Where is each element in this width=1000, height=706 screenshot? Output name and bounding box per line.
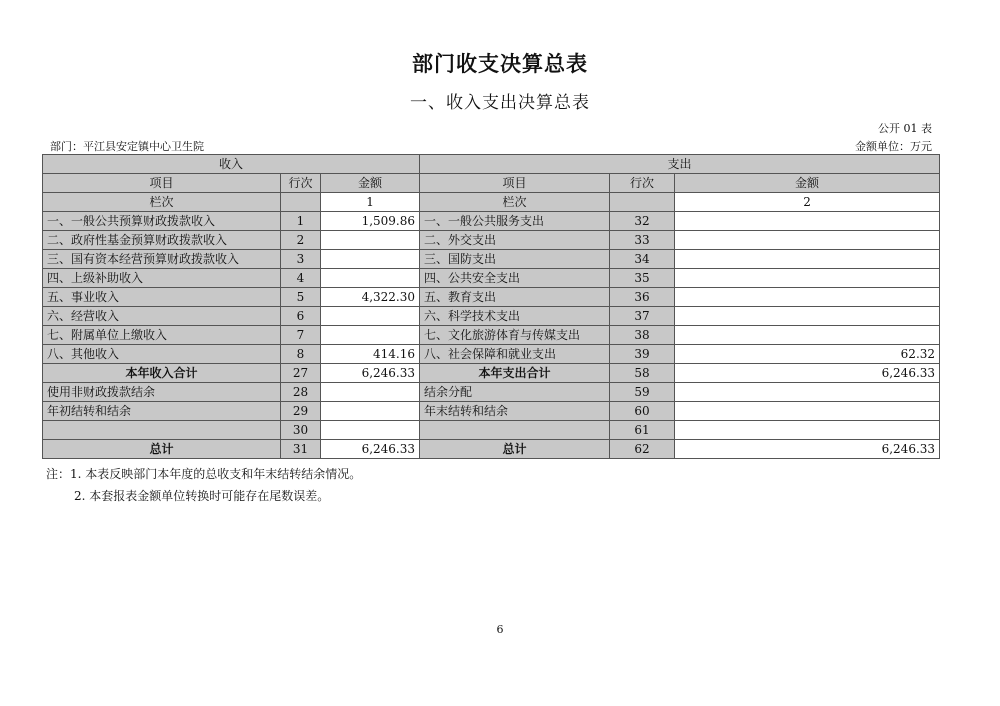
expense-column-no-value: 2 <box>675 193 940 212</box>
page-subtitle: 一、收入支出决算总表 <box>410 93 590 113</box>
income-amount-cell: 4,322.30 <box>321 288 420 307</box>
income-row-no-cell: 31 <box>281 440 321 459</box>
expense-item-cell: 七、文化旅游体育与传媒支出 <box>420 326 610 345</box>
income-amount-cell: 6,246.33 <box>321 440 420 459</box>
expense-item-cell: 八、社会保障和就业支出 <box>420 345 610 364</box>
income-item-cell: 四、上级补助收入 <box>43 269 281 288</box>
income-item-cell: 年初结转和结余 <box>43 402 281 421</box>
income-row-no-cell: 8 <box>281 345 321 364</box>
income-item-cell: 六、经营收入 <box>43 307 281 326</box>
expense-item-cell: 五、教育支出 <box>420 288 610 307</box>
expense-amount-header: 金额 <box>675 174 940 193</box>
expense-item-cell: 四、公共安全支出 <box>420 269 610 288</box>
table-row <box>43 383 940 402</box>
footnote-2: 2. 本套报表金额单位转换时可能存在尾数误差。 <box>74 489 330 503</box>
income-amount-cell <box>321 402 420 421</box>
income-amount-cell <box>321 269 420 288</box>
table-row <box>43 402 940 421</box>
table-row <box>43 269 940 288</box>
income-row-no-cell: 4 <box>281 269 321 288</box>
income-amount-cell: 6,246.33 <box>321 364 420 383</box>
income-item-cell <box>43 421 281 440</box>
expense-row-no-cell: 33 <box>610 231 675 250</box>
expense-item-cell: 总计 <box>420 440 610 459</box>
income-row-no-cell: 7 <box>281 326 321 345</box>
expense-amount-cell <box>675 231 940 250</box>
amount-unit-label: 金额单位：万元 <box>855 140 932 153</box>
expense-item-cell: 六、科学技术支出 <box>420 307 610 326</box>
income-amount-cell <box>321 421 420 440</box>
income-amount-cell <box>321 231 420 250</box>
income-item-cell: 三、国有资本经营预算财政拨款收入 <box>43 250 281 269</box>
expense-amount-cell <box>675 402 940 421</box>
expense-row-no-cell: 36 <box>610 288 675 307</box>
expense-item-cell: 本年支出合计 <box>420 364 610 383</box>
table-row <box>43 364 940 383</box>
expense-amount-cell <box>675 326 940 345</box>
expense-item-cell: 结余分配 <box>420 383 610 402</box>
expense-row-no-cell: 61 <box>610 421 675 440</box>
header-row-sections <box>43 155 940 174</box>
income-column-no-value: 1 <box>321 193 420 212</box>
income-section-header: 收入 <box>43 155 420 174</box>
table-row <box>43 307 940 326</box>
expense-item-cell: 三、国防支出 <box>420 250 610 269</box>
income-expense-table <box>42 154 940 459</box>
expense-row-no-cell: 35 <box>610 269 675 288</box>
income-amount-cell <box>321 250 420 269</box>
income-row-no-cell: 30 <box>281 421 321 440</box>
table-row <box>43 231 940 250</box>
expense-item-cell: 一、一般公共服务支出 <box>420 212 610 231</box>
income-item-header: 项目 <box>43 174 281 193</box>
expense-amount-cell <box>675 250 940 269</box>
page-number: 6 <box>496 623 504 636</box>
expense-column-no-label: 栏次 <box>420 193 610 212</box>
income-amount-cell <box>321 383 420 402</box>
table-row <box>43 212 940 231</box>
expense-amount-cell <box>675 421 940 440</box>
table-row <box>43 345 940 364</box>
income-row-no-header: 行次 <box>281 174 321 193</box>
expense-amount-cell <box>675 383 940 402</box>
expense-row-no-cell: 38 <box>610 326 675 345</box>
income-row-no-cell: 5 <box>281 288 321 307</box>
income-row-no-cell: 6 <box>281 307 321 326</box>
expense-amount-cell: 6,246.33 <box>675 440 940 459</box>
expense-row-no-cell: 34 <box>610 250 675 269</box>
expense-section-header: 支出 <box>420 155 940 174</box>
income-item-cell: 总计 <box>43 440 281 459</box>
expense-amount-cell <box>675 307 940 326</box>
income-item-cell: 一、一般公共预算财政拨款收入 <box>43 212 281 231</box>
expense-amount-cell: 62.32 <box>675 345 940 364</box>
income-row-no-cell: 2 <box>281 231 321 250</box>
income-row-no-cell: 29 <box>281 402 321 421</box>
income-column-no-label: 栏次 <box>43 193 281 212</box>
income-amount-cell <box>321 307 420 326</box>
expense-row-no-cell: 60 <box>610 402 675 421</box>
expense-amount-cell <box>675 212 940 231</box>
expense-row-no-cell: 37 <box>610 307 675 326</box>
expense-item-cell: 二、外交支出 <box>420 231 610 250</box>
income-column-no-blank <box>281 193 321 212</box>
expense-row-no-cell: 62 <box>610 440 675 459</box>
income-item-cell: 八、其他收入 <box>43 345 281 364</box>
table-row <box>43 250 940 269</box>
expense-amount-cell: 6,246.33 <box>675 364 940 383</box>
table-row <box>43 288 940 307</box>
income-amount-header: 金额 <box>321 174 420 193</box>
footnote-1: 注：1. 本表反映部门本年度的总收支和年末结转结余情况。 <box>46 467 362 481</box>
department-label: 部门：平江县安定镇中心卫生院 <box>50 140 204 153</box>
table-row <box>43 421 940 440</box>
expense-amount-cell <box>675 269 940 288</box>
income-item-cell: 五、事业收入 <box>43 288 281 307</box>
expense-row-no-cell: 32 <box>610 212 675 231</box>
income-item-cell: 使用非财政拨款结余 <box>43 383 281 402</box>
income-amount-cell: 414.16 <box>321 345 420 364</box>
footnotes <box>46 463 361 507</box>
income-item-cell: 本年收入合计 <box>43 364 281 383</box>
income-row-no-cell: 3 <box>281 250 321 269</box>
expense-item-cell: 年末结转和结余 <box>420 402 610 421</box>
table-row <box>43 326 940 345</box>
income-item-cell: 七、附属单位上缴收入 <box>43 326 281 345</box>
expense-column-no-blank <box>610 193 675 212</box>
expense-row-no-cell: 58 <box>610 364 675 383</box>
header-row-columns <box>43 174 940 193</box>
page-title: 部门收支决算总表 <box>412 52 588 76</box>
expense-amount-cell <box>675 288 940 307</box>
income-row-no-cell: 1 <box>281 212 321 231</box>
table-row <box>43 440 940 459</box>
income-amount-cell <box>321 326 420 345</box>
expense-row-no-cell: 59 <box>610 383 675 402</box>
expense-item-cell <box>420 421 610 440</box>
income-row-no-cell: 27 <box>281 364 321 383</box>
form-number: 公开 01 表 <box>878 122 932 135</box>
income-item-cell: 二、政府性基金预算财政拨款收入 <box>43 231 281 250</box>
income-amount-cell: 1,509.86 <box>321 212 420 231</box>
header-row-column-numbers <box>43 193 940 212</box>
table-body <box>43 155 940 459</box>
expense-row-no-header: 行次 <box>610 174 675 193</box>
income-row-no-cell: 28 <box>281 383 321 402</box>
expense-row-no-cell: 39 <box>610 345 675 364</box>
expense-item-header: 项目 <box>420 174 610 193</box>
